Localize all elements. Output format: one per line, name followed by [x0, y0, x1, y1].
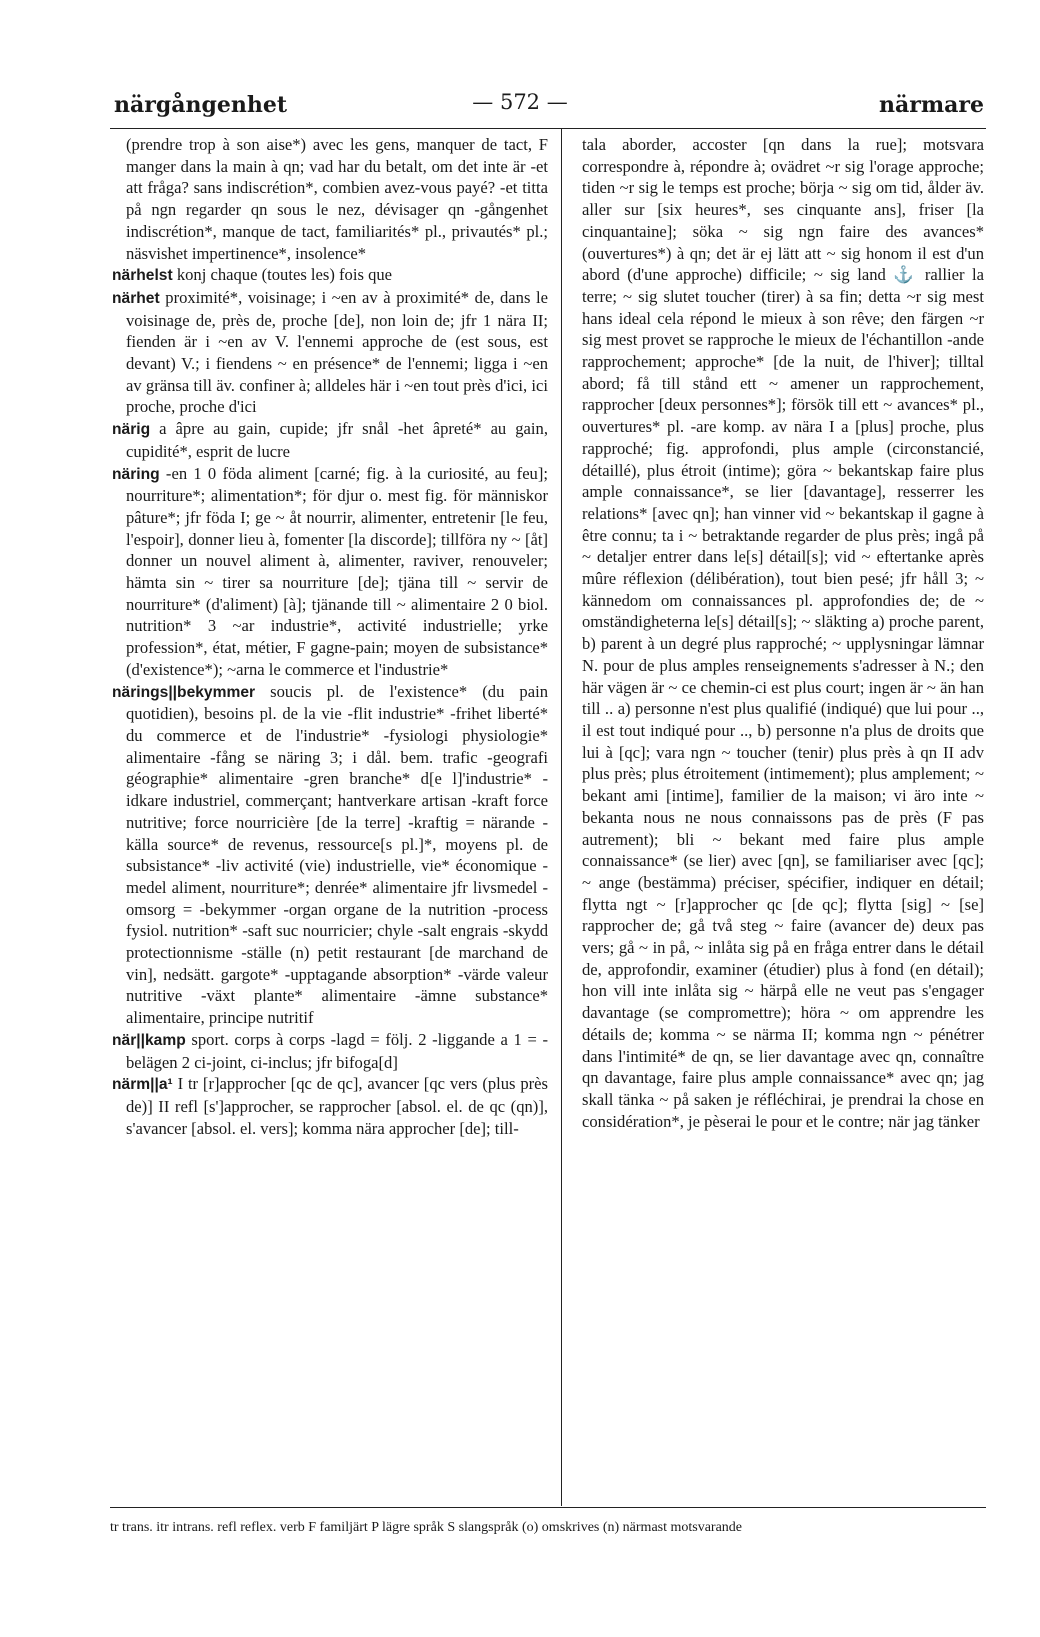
entry-definition: soucis pl. de l'existence* (du pain quotidien), besoins pl. de la vie -flit industrie* -frihet liberté* du commerce et de l'industrie* -fysiologi physiologie* alimentaire -fång se näring 3; i dål. bem. trafic -geografi géographie* alimentaire -gren branche* d[e l]'industrie* -idkare industriel, commerçant; hantverkare artisan -kraft force nutritive; force nourricière [de la terre] -kraftig = närande -källa source* de revenus, ressource[s pl.]*, moyens pl. de subsistance* -liv activité (vie) industrielle, vie* économique -medel aliment, nourriture*; denrée* alimentaire jfr livsmedel -omsorg = -bekymmer -organ organe de la nutrition -process fysiol. nutrition* -saft suc nourricier; chyle -salt engrais -skydd protectionnisme -ställe (n) petit restaurant [de marchand de vin], nedsätt. gargote* -upptagande absorption* -värde valeur nutritive -växt plante* alimentaire -ämne substance* alimentaire, principe nutritif [126, 681, 548, 1028]
dictionary-entry [112, 287, 548, 418]
dictionary-entry [112, 418, 548, 462]
page-number: — 572 — [472, 90, 568, 114]
left-column [112, 134, 548, 1504]
dictionary-entry [112, 463, 548, 681]
dictionary-entry [568, 134, 984, 1132]
entry-definition: konj chaque (toutes les) fois que [176, 265, 393, 285]
entry-headword: näring [112, 465, 160, 483]
entry-definition: I tr [r]approcher [qc de qc], avancer [qc vers (plus près de)] II refl [s']approcher, se rapprocher [absol. el. de qc (qn)], s'avancer [absol. el. vers]; komma nära approcher [de]; till- [126, 1074, 548, 1138]
header-left-guide-word: närgångenhet [114, 92, 288, 118]
entry-headword: när||kamp [112, 1031, 186, 1049]
entry-definition: tala aborder, accoster [qn dans la rue]; motsvara correspondre à, répondre à; ovädret ~r sig l'orage approche; tiden ~r sig le temps est proche; börja ~ sig om tid, ålder äv. aller sur [six heures*, ses cinquante ans], friser [la cinquantaine]; söka ~ sig ngn faire des avances* (ouvertures*) à qn; det är ej lätt att ~ sig honom il est d'un abord (d'une approche) difficile; ~ sig land ⚓ rallier la terre; ~ sig slutet toucher (tirer) à sa fin; detta ~r sig mest hans ideal cela répond le mieux à son rêve; den färgen ~r sig mest provet se rapproche le mieux de l'échantillon -ande rapprochement; approche* [de la nuit, de l'hiver]; tilltal abord; få till stånd ett ~ amener un rapprochement, rapprocher [deux personnes*]; försök till ett ~ avances* pl., ouvertures* pl. -are komp. av nära I a [plus] proche, plus rapproché; fig. approfondi, plus ample (circonstancié, détaillé), plus étroit (intime); göra ~ bekantskap faire plus ample connaissance*, se lier [davantage], resserrer les relations* [avec qn]; han vinner vid ~ bekantskap il gagne à être connu; ta i ~ betraktande regarder de plus près; ingå på ~ detaljer entrer dans le[s] détail[s]; vid ~ eftertanke après mûre réflexion (délibération), tout bien pesé; jfr håll 3; ~ kännedom om connaissances pl. approfondies de; de ~ omständigheterna le[s] détail[s]; ~ släkting a) proche parent, b) parent à un degré plus rapproché; ~ upplysningar lämnar N. pour de plus amples renseignements s'adresser à N.; den här vägen är ~ ce chemin-ci est plus court; ingen är ~ än han till .. a) personne n'est plus qualifié (indiqué) que lui pour .., il est tout indiqué pour .., b) personne n'a plus de droits que lui à [qc]; vara ngn ~ toucher (tenir) plus près à qn II adv plus près; plus étroitement (intimement); plus amplement; ~ bekant ami [intime], familier de la maison; vi äro inte ~ bekanta nous ne nous connaissons pas de près (F pas autrement); bli ~ bekant med faire plus ample connaissance* (se lier) avec [qn], se familiariser avec [qc]; ~ ange (bestämma) préciser, spécifier, indiquer en détail; flytta ngt ~ [r]approcher qc [de qc]; flytta [sig] ~ [se] rapprocher de; gå två steg ~ faire (avancer de) deux pas vers; gå ~ in på, ~ inlåta sig på en fråga entrer dans le détail de, approfondir, examiner (étudier) plus à fond (en détail); hon vill inte inlåta sig ~ härpå elle ne veut pas s'engager davantage (se compromettre); höra ~ om apprendre les détails de; komma ~ se närma II; komma ngn ~ pénétrer dans l'intimité* de qn, se lier davantage avec qn, connaître qn davantage, faire plus ample connaissance* avec qn; jag skall tänka ~ på saken je réfléchirai, je prendrai la chose en considération*, je pèserai le pour et le contre; när jag tänker [582, 135, 984, 1131]
dictionary-entry [112, 134, 548, 264]
header-right-guide-word: närmare [879, 92, 984, 118]
entry-definition: (prendre trop à son aise*) avec les gens, manquer de tact, F manger dans la main à qn; vad har du betalt, om det inte är -et att fråga? sans indiscrétion*, combien avez-vous payé? -et titta på ngn regarder qn sous le nez, dévisager qn -gångenhet indiscrétion*, manque de tact, familiarités* pl., privautés* pl.; näsvishet impertinence*, insolence* [126, 135, 548, 263]
entry-definition: a âpre au gain, cupide; jfr snål -het âpreté* au gain, cupidité*, esprit de lucre [126, 419, 548, 461]
entry-headword: närig [112, 421, 151, 439]
right-column [568, 134, 984, 1504]
column-divider [561, 128, 562, 1506]
entry-headword: närm||a¹ [112, 1076, 173, 1094]
top-rule [110, 128, 986, 129]
entry-headword: närhet [112, 289, 160, 307]
dictionary-entry [112, 264, 548, 287]
dictionary-entry [112, 681, 548, 1029]
abbreviation-footer: tr trans. itr intrans. refl reflex. verb F familjärt P lägre språk S slangspråk (o) omskrives (n) närmast motsvarande [110, 1520, 743, 1535]
entry-definition: sport. corps à corps -lagd = följ. 2 -liggande a 1 = -belägen 2 ci-joint, ci-inclus; jfr bifoga[d] [126, 1029, 548, 1072]
dictionary-entry [112, 1073, 548, 1139]
entry-headword: närhelst [112, 267, 173, 285]
bottom-rule [110, 1507, 986, 1508]
entry-definition: proximité*, voisinage; i ~en av à proximité* de, dans le voisinage de, près de, proche [de], non loin de; jfr 1 nära II; fienden är i ~en av V. l'ennemi approche de (est sous, est devant) V.; i fiendens ~ en présence* de l'ennemi; ligga i ~en av gränsa till äv. confiner à; alldeles här i ~en tout près d'ici, ici proche, proche d'ici [126, 287, 548, 417]
entry-headword: närings||bekymmer [112, 683, 256, 701]
entry-definition: -en 1 0 föda aliment [carné; fig. à la curiosité, au feu]; nourriture*; alimentation*; för djur o. mest fig. för människor pâture*; jfr föda I; ge ~ åt nourrir, alimenter, entretenir [le feu, l'espoir], donner lieu à, fomenter [la discorde]; tillföra ny ~ [åt] donner un nouvel aliment à, alimenter, raviver, renouveler; hämta sin ~ tirer sa nourriture [de]; tjäna till ~ servir de nourriture* (d'aliment) [à]; tjänande till ~ alimentaire 2 0 biol. nutrition* 3 ~ar industrie*, activité industrielle; yrke profession*, état, métier, F gagne-pain; moyen de subsistance* (d'existence*); ~arna le commerce et l'industrie* [126, 463, 548, 679]
dictionary-entry [112, 1029, 548, 1073]
